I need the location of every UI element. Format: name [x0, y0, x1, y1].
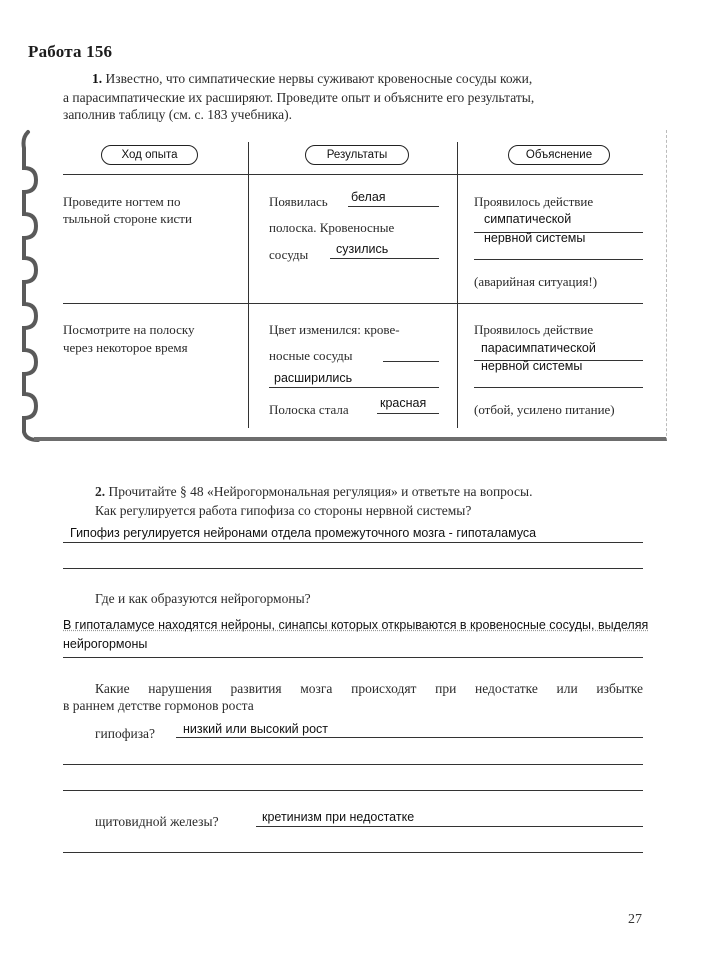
answer-line [63, 790, 643, 791]
row1-procedure-line2: тыльной стороне кисти [63, 211, 192, 226]
answer-line [348, 206, 439, 207]
answer-line [63, 852, 643, 853]
row1-result-prefix1: Появилась [269, 194, 328, 209]
row2-result-prefix3: Полоска стала [269, 402, 349, 417]
column-divider [457, 142, 458, 428]
row2-explanation-answer1[interactable]: парасимпатической [481, 341, 596, 355]
row1-explanation-prefix: Проявилось действие [474, 194, 594, 209]
row1-explanation-note: (аварийная ситуация!) [474, 274, 598, 289]
row2-procedure-line1: Посмотрите на полоску [63, 322, 195, 337]
answer-line [330, 258, 439, 259]
task2-intro-line [95, 484, 532, 500]
task2-number: 2. [95, 484, 106, 499]
task2-q3a-answer[interactable]: низкий или высокий рост [183, 722, 329, 736]
task1-text-line1: Известно, что симпатические нервы суживают кровеносные сосуды кожи, [105, 71, 533, 86]
row1-result-text2: полоска. Кровеносные [269, 220, 395, 235]
row1-explanation-answer2[interactable]: нервной системы [484, 231, 586, 245]
row2-result-text1: Цвет изменился: крове- [269, 322, 400, 337]
row2-explanation-note: (отбой, усилено питание) [474, 402, 615, 417]
table-header-divider [63, 174, 643, 175]
row1-result-prefix3: сосуды [269, 247, 309, 262]
answer-line [63, 542, 643, 543]
row2-explanation-prefix: Проявилось действие [474, 322, 594, 337]
answer-line [63, 568, 643, 569]
answer-line [176, 737, 643, 738]
row2-result-answer3[interactable]: красная [380, 396, 427, 410]
answer-line [63, 657, 643, 658]
answer-line [377, 413, 439, 414]
answer-line [474, 387, 643, 388]
task2-intro: Прочитайте § 48 «Нейрогормональная регуляция» и ответьте на вопросы. [108, 484, 533, 499]
task2-question2: Где и как образуются нейрогормоны? [95, 591, 311, 606]
row1-result-answer3[interactable]: сузились [336, 242, 389, 256]
task2-answer2-line1[interactable]: В гипоталамусе находятся нейроны, синапсы которых открываются в кровеносные сосуды, выделяя [63, 618, 649, 632]
task1-text-line2: а парасимпатические их расширяют. Проведите опыт и объясните его результаты, [63, 90, 535, 105]
task1-number: 1. [92, 71, 103, 86]
task2-question3-line1: Какие нарушения развития мозга происходят при недостатке или избытке [95, 681, 643, 696]
header-results: Результаты [305, 145, 409, 165]
header-procedure: Ход опыта [101, 145, 198, 165]
table-row-divider [63, 303, 643, 304]
answer-line [474, 259, 643, 260]
column-divider [248, 142, 249, 428]
row1-result-answer1[interactable]: белая [351, 190, 386, 204]
task1-text-line3: заполнив таблицу (см. с. 183 учебника). [63, 107, 292, 122]
row2-explanation-answer2[interactable]: нервной системы [481, 359, 583, 373]
row2-result-answer2[interactable]: расширились [274, 371, 353, 385]
task2-answer2-line2[interactable]: нейрогормоны [63, 637, 148, 651]
header-explanation: Объяснение [508, 145, 610, 165]
task1-line1 [92, 69, 532, 88]
task2-q3a-label: гипофиза? [95, 726, 156, 741]
task2-answer1[interactable]: Гипофиз регулируется нейронами отдела промежуточного мозга - гипоталамуса [70, 526, 537, 540]
task2-question1: Как регулируется работа гипофиза со стороны нервной системы? [95, 503, 472, 518]
row2-procedure-line2: через некоторое время [63, 340, 188, 355]
task2-question3-line2: в раннем детстве гормонов роста [63, 698, 254, 713]
task2-q3b-answer[interactable]: кретинизм при недостатке [262, 810, 415, 824]
row2-result-text2: носные сосуды [269, 348, 353, 363]
task2-q3b-label: щитовидной железы? [95, 814, 219, 829]
row1-procedure-line1: Проведите ногтем по [63, 194, 181, 209]
page-title: Работа 156 [28, 42, 113, 61]
row1-explanation-answer1[interactable]: симпатической [484, 212, 572, 226]
page-number: 27 [628, 912, 642, 927]
answer-line [269, 387, 439, 388]
answer-line [383, 361, 439, 362]
answer-line [256, 826, 643, 827]
answer-line [63, 764, 643, 765]
